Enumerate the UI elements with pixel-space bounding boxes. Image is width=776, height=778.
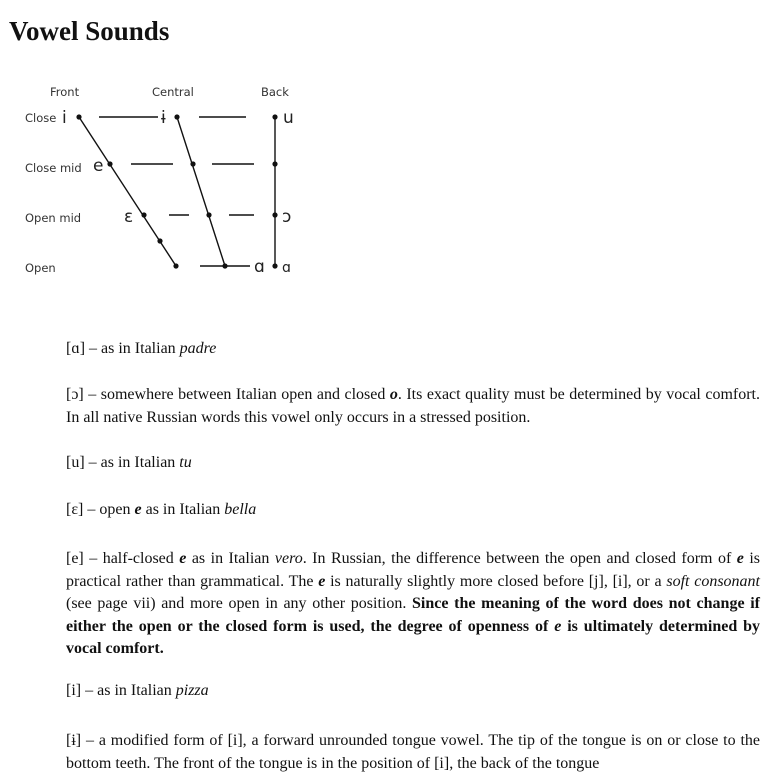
central-diagonal-line — [177, 117, 225, 266]
symbol-close-back: u — [283, 108, 294, 128]
symbol-openmid-front: ɛ — [124, 207, 134, 227]
symbol-close-central: ɨ — [161, 108, 166, 128]
row-label-open: Open — [25, 261, 56, 275]
symbol-openmid-back: ɔ — [282, 207, 292, 227]
chart-dots — [76, 114, 277, 268]
entry-barred-i: [ɨ] – a modified form of [i], a forward unrounded tongue vowel. The tip of the tongue is on or close to the bottom teeth. The front of the tongue is in the position of [i], the back of the tongue — [66, 732, 760, 772]
vowel-chart — [0, 0, 776, 300]
dot-close-front — [76, 114, 81, 119]
row-label-close: Close — [25, 111, 57, 125]
symbol-close-front: i — [62, 108, 67, 128]
row-label-open-mid: Open mid — [25, 211, 82, 225]
symbol-open-back: ɑ — [282, 260, 291, 276]
dot-open-front — [173, 263, 178, 268]
symbol-open-central: ɑ — [254, 257, 265, 277]
dot-close-back — [272, 114, 277, 119]
dot-open-back — [272, 263, 277, 268]
dot-closemid-back — [272, 161, 277, 166]
entry-open-e: [ɛ] – open e as in Italian bella — [66, 501, 257, 518]
front-diagonal-line — [79, 117, 176, 266]
entry-open-a: [ɑ] – as in Italian padre — [66, 340, 217, 357]
symbol-closemid-front: e — [93, 156, 104, 176]
entry-i: [i] – as in Italian pizza — [66, 682, 209, 699]
chart-lines — [79, 117, 275, 266]
entry-open-o: [ɔ] – somewhere between Italian open and closed o. Its exact quality must be determined by vocal comfort. In all native Russian words this vowel only occurs in a stressed position. — [66, 386, 761, 426]
column-label-central: Central — [152, 85, 194, 99]
page-title: Vowel Sounds — [9, 16, 170, 46]
entry-u: [u] – as in Italian tu — [66, 454, 192, 471]
dot-open-central — [222, 263, 227, 268]
row-label-close-mid: Close mid — [25, 161, 82, 175]
dot-openmid-back — [272, 212, 277, 217]
column-label-back: Back — [261, 85, 289, 99]
column-label-front: Front — [50, 85, 80, 99]
dot-front-lower — [157, 238, 162, 243]
dot-closemid-central — [190, 161, 195, 166]
dot-openmid-central — [206, 212, 211, 217]
dot-closemid-front — [107, 161, 112, 166]
dot-openmid-front — [141, 212, 146, 217]
dot-close-central — [174, 114, 179, 119]
entry-closed-e: [e] – half-closed e as in Italian vero. In Russian, the difference between the open and closed form of e is practical rather than grammatical. The e is naturally slightly more closed before [j], [i], or a soft consonant (see page vii) and more open in any other position. Since the meaning of the word does not change if either the open or the closed form is used, the degree of openness of e is ultimately determined by vocal comfort. — [66, 550, 761, 657]
